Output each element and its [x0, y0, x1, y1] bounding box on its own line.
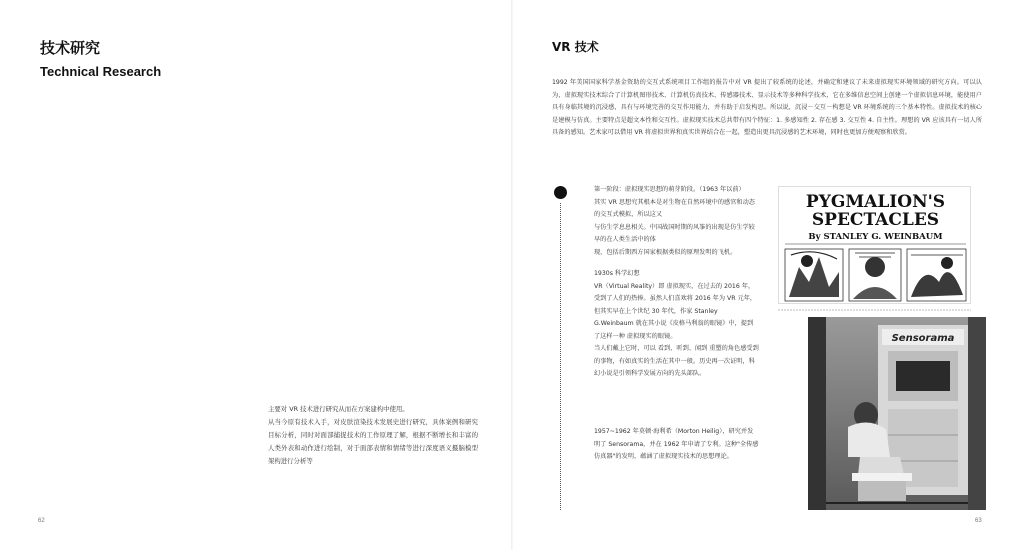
stage-1-line-4: 现，包括后期西方国家根据类似的原理发明的飞机。	[594, 248, 737, 256]
sensorama-sign: Sensorama	[891, 333, 955, 344]
right-page-number: 63	[975, 518, 982, 524]
left-body-paragraph-1: 主要对 VR 技术进行研究从而在方案建构中使用。	[268, 405, 409, 413]
section-title: VR 技术	[552, 40, 599, 54]
stage-2-paragraph-1: VR（Virtual Reality）即 虚拟现实，在过去的 2016 年，受到了人们的热捧。虽然人们喜欢将 2016 年为 VR 元年，但其实早在上个世纪 30 年代，作家 Stanley G.Weinbaum 就在其小说《皮格马利翁的眼镜》中，提到了这样一种 虚拟现实的眼镜。	[594, 282, 757, 340]
timeline-dotted-line	[560, 203, 561, 510]
stage-2-paragraph-2: 当人们戴上它时，可以 看到、听到、闻到 重塑的角色感受到的事物，有如真实的生活在其中一般。历史再一次证明，科幻小说是引领科学发展方向的先头部队。	[594, 345, 759, 377]
left-body-text	[268, 403, 478, 468]
timeline-dot	[554, 186, 567, 199]
stage-3-paragraph: 1957~1962 年莫顿·海利希（Morton Heilig），研究并发明了 Sensorama，并在 1962 年申请了专利。这种"全传感仿真器"的发明，蕴涵了虚拟现实技术的思想理论。	[594, 428, 759, 460]
poster-byline: By STANLEY G. WEINBAUM	[808, 232, 943, 242]
stage-2-heading: 1930s 科学幻想	[594, 270, 640, 277]
poster-title-line-1: PYGMALION'S	[805, 192, 946, 212]
stage-1-line-2: 其实 VR 思想究其根本是对生物在自然环境中的感官和动态的交互式模拟，所以这又	[594, 198, 755, 218]
pygmalions-spectacles-poster	[778, 186, 971, 304]
timeline-stage-1	[594, 184, 759, 259]
page-title-cn: 技术研究	[40, 39, 101, 57]
timeline-stage-3	[594, 426, 759, 464]
left-page-number: 62	[38, 518, 45, 524]
timeline-stage-2	[594, 268, 759, 381]
stage-1-line-3: 与仿生学息息相关。中国战国时期的风筝的出现是仿生学较早的在人类生活中的体	[594, 223, 755, 243]
left-body-paragraph-2: 从当今原有技术入手，对皮肤渲染技术发展史进行研究，具体案例和研究目标分析，同时对面部捕捉技术的工作原理了解，根据不断增长和丰富的人类外表和动作进行绘制，对于面部表情和情绪等进行深度语义摄脑模型架构进行分析等	[268, 418, 478, 465]
poster-caption-rule	[778, 307, 971, 313]
book-fold	[511, 0, 513, 550]
sensorama-photo	[808, 317, 986, 510]
stage-1-line-1: 第一阶段：虚拟现实思想的萌芽阶段。（1963 年以前）	[594, 186, 745, 193]
intro-paragraph: 1992 年美国国家科学基金资助的交互式系统项目工作组的报告中对 VR 提出了较系统的论述，并确定和建议了未来虚拟现实环境领域的研究方向。可以认为，虚拟现实技术综合了计算机图形技术、计算机仿真技术、传感器技术、显示技术等多种科学技术，它在多维信息空间上创建一个虚拟信息环境，能使用户具有身临其境的沉浸感，具有与环境完善的交互作用能力，并有助于启发构思。所以说，沉浸－交互－构想是 VR 环境系统的三个基本特性。虚拟技术的核心是建模与仿真。主要特点是超文本性和交互性。虚拟现实技术总共带有四个特征：1. 多感知性 2. 存在感 3. 交互性 4. 自主性。理想的 VR 应该具有一切人所具备的感知。艺术家可以借用 VR 将虚拟世界和真实世界结合在一起，塑造出更具沉浸感的艺术环境，同时也更加方便观察和欣赏。	[552, 79, 982, 136]
page-title-en: Technical Research	[40, 64, 162, 79]
poster-title-line-2: SPECTACLES	[811, 210, 940, 230]
